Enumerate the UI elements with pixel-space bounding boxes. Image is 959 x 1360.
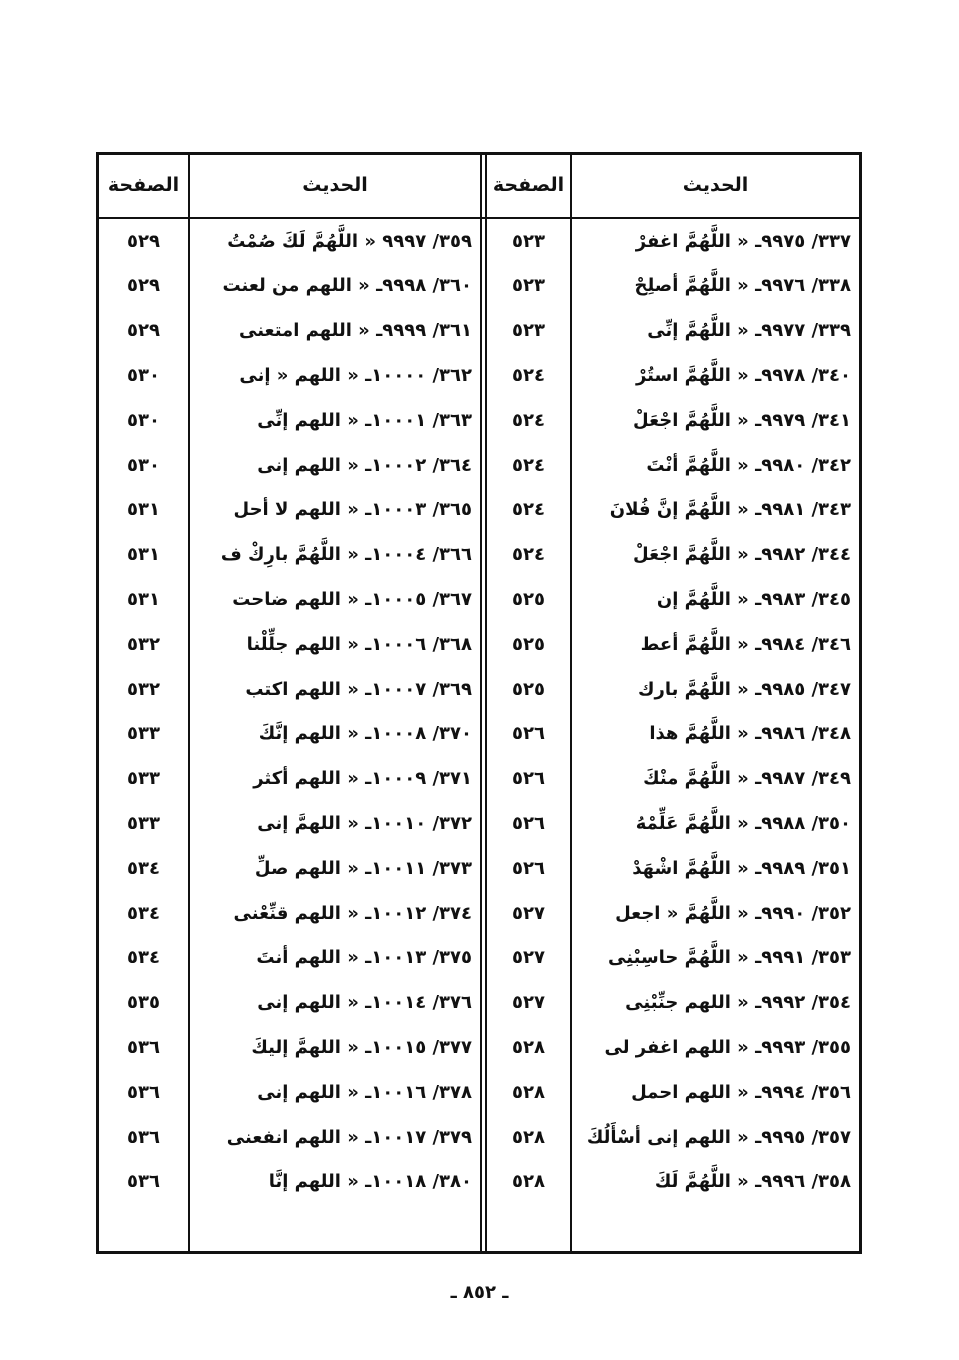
hadith-cell: ٣٦١/ ٩٩٩٩ـ « اللهم امتعنى (238, 320, 472, 342)
page-cell: ٥٢٩ (127, 275, 160, 297)
hadith-cell: ٣٧٥/ ١٠٠١٣ـ « اللهم أنتَ (256, 947, 472, 969)
hadith-cell: ٣٧٢/ ١٠٠١٠ـ « اللهمَّ إنى (257, 812, 472, 834)
table-row (99, 893, 859, 933)
hadith-cell: ٣٧٦/ ١٠٠١٤ـ « اللهم إنى (257, 992, 472, 1014)
hadith-cell: ٣٤٤/ ٩٩٨٢ـ « اللَّهُمَّ اجْعَلْ (633, 544, 851, 566)
table-row (99, 221, 859, 261)
page-cell: ٥٣٠ (127, 364, 160, 386)
page-cell: ٥٢٥ (512, 678, 545, 700)
page-cell: ٥٢٧ (512, 947, 545, 969)
hadith-index-table (96, 152, 862, 1254)
page-cell: ٥٢٤ (512, 364, 545, 386)
table-row (99, 803, 859, 843)
table-row (99, 714, 859, 754)
page-cell: ٥٢٧ (512, 902, 545, 924)
table-row (99, 311, 859, 351)
page-number: ـ ٨٥٢ ـ (450, 1282, 509, 1303)
hadith-cell: ٣٧٩/ ١٠٠١٧ـ « اللهم انفعنى (226, 1126, 472, 1148)
page-cell: ٥٣٤ (127, 902, 160, 924)
page-cell: ٥٢٣ (512, 275, 545, 297)
table-row (99, 355, 859, 395)
hadith-cell: ٣٤١/ ٩٩٧٩ـ « اللَّهُمَّ اجْعَلْ (633, 409, 851, 431)
header-hadith-right: الحديث (682, 174, 749, 196)
hadith-cell: ٣٦٠/ ٩٩٩٨ـ « اللهم من لعنت (222, 275, 472, 297)
hadith-cell: ٣٥٩/ ٩٩٩٧ « اللَّهُمَّ لَكَ صُمْتُ (227, 230, 472, 252)
table-row (99, 1117, 859, 1157)
header-page-left: الصفحة (107, 174, 180, 196)
hadith-cell: ٣٦٦/ ١٠٠٠٤ـ « اللَّهُمَّ بارِكْ ف (220, 544, 472, 566)
hadith-cell: ٣٤٥/ ٩٩٨٣ـ « اللَّهُمَّ إن (656, 588, 851, 610)
hadith-cell: ٣٤٢/ ٩٩٨٠ـ « اللَّهُمَّ أنْتَ (646, 454, 851, 476)
table-row (99, 1162, 859, 1202)
table-row (99, 983, 859, 1023)
header-hadith-left: الحديث (302, 174, 368, 196)
table-row (99, 1072, 859, 1112)
hadith-cell: ٣٦٢/ ١٠٠٠٠ـ « اللهم « إنى (239, 364, 472, 386)
hadith-cell: ٣٦٣/ ١٠٠٠١ـ « اللهم إنِّى (257, 409, 472, 431)
page-cell: ٥٢٦ (512, 723, 545, 745)
page-cell: ٥٢٦ (512, 768, 545, 790)
page-cell: ٥٢٧ (512, 992, 545, 1014)
table-row (99, 624, 859, 664)
page-cell: ٥٢٥ (512, 588, 545, 610)
hadith-cell: ٣٥٨/ ٩٩٩٦ـ « اللَّهُمَّ لَكَ (654, 1171, 851, 1193)
page-cell: ٥٣٢ (127, 678, 160, 700)
header-page-right: الصفحة (492, 174, 565, 196)
hadith-cell: ٣٦٨/ ١٠٠٠٦ـ « اللهم جلِّلْنا (246, 633, 472, 655)
hadith-cell: ٣٤٧/ ٩٩٨٥ـ « اللَّهُمَّ بارك (638, 678, 851, 700)
hadith-cell: ٣٧٣/ ١٠٠١١ـ « اللهم صلِّ (254, 857, 472, 879)
page-cell: ٥٣٣ (127, 723, 160, 745)
page-cell: ٥٣٣ (127, 812, 160, 834)
page-cell: ٥٣٤ (127, 947, 160, 969)
page-cell: ٥٢٣ (512, 230, 545, 252)
table-row (99, 535, 859, 575)
hadith-cell: ٣٦٤/ ١٠٠٠٢ـ « اللهم إنى (257, 454, 472, 476)
hadith-cell: ٣٤٣/ ٩٩٨١ـ « اللَّهُمَّ إنَّ فُلانَ (609, 499, 851, 521)
page-cell: ٥٢٦ (512, 812, 545, 834)
hadith-cell: ٣٥٢/ ٩٩٩٠ـ « اللَّهُمَّ « اجعل (615, 902, 851, 924)
hadith-cell: ٣٧٤/ ١٠٠١٢ـ « اللهم قنِّعْنى (233, 902, 472, 924)
page-cell: ٥٢٤ (512, 544, 545, 566)
hadith-cell: ٣٨٠/ ١٠٠١٨ـ « اللهم إنَّا (268, 1171, 472, 1193)
table-row (99, 266, 859, 306)
hadith-cell: ٣٧٠/ ١٠٠٠٨ـ « اللهم إنَّكَ (258, 723, 472, 745)
hadith-cell: ٣٤٦/ ٩٩٨٤ـ « اللَّهُمَّ أعط (640, 633, 851, 655)
table-row (99, 938, 859, 978)
page-cell: ٥٣٤ (127, 857, 160, 879)
page-cell: ٥٣٢ (127, 633, 160, 655)
page-cell: ٥٣٠ (127, 409, 160, 431)
page-cell: ٥٢٤ (512, 499, 545, 521)
hadith-cell: ٣٥٠/ ٩٩٨٨ـ « اللَّهُمَّ عَلِّمْهُ (635, 812, 851, 834)
page-cell: ٥٢٨ (512, 1081, 545, 1103)
table-row (99, 848, 859, 888)
page-cell: ٥٣٦ (127, 1126, 160, 1148)
hadith-cell: ٣٦٥/ ١٠٠٠٣ـ « اللهم لا أحل (233, 499, 472, 521)
table-row (99, 490, 859, 530)
hadith-cell: ٣٣٩/ ٩٩٧٧ـ « اللَّهُمَّ إنِّى (647, 320, 851, 342)
hadith-cell: ٣٥٣/ ٩٩٩١ـ « اللَّهُمَّ حاسِبْنِى (608, 947, 851, 969)
hadith-cell: ٣٥٧/ ٩٩٩٥ـ « اللهم إنى أسْأَلُكَ (586, 1126, 851, 1148)
hadith-cell: ٣٥٦/ ٩٩٩٤ـ « اللهم احمل (631, 1081, 851, 1103)
hadith-cell: ٣٧١/ ١٠٠٠٩ـ « اللهم أكثر (253, 768, 472, 790)
hadith-cell: ٣٦٩/ ١٠٠٠٧ـ « اللهم اكتب (245, 678, 472, 700)
hadith-cell: ٣٦٧/ ١٠٠٠٥ـ « اللهم ضاحت (232, 588, 472, 610)
hadith-cell: ٣٤٩/ ٩٩٨٧ـ « اللَّهُمَّ منْكَ (643, 768, 851, 790)
table-row (99, 759, 859, 799)
table-row (99, 445, 859, 485)
hadith-cell: ٣٣٧/ ٩٩٧٥ـ « اللَّهُمَّ اغفرْ (635, 230, 851, 252)
hadith-cell: ٣٣٨/ ٩٩٧٦ـ « اللَّهُمَّ أصلِحْ (634, 275, 851, 297)
page-cell: ٥٢٦ (512, 857, 545, 879)
page-cell: ٥٣١ (127, 544, 160, 566)
page-cell: ٥٣٦ (127, 1171, 160, 1193)
hadith-cell: ٣٤٠/ ٩٩٧٨ـ « اللَّهُمَّ استُرْ (635, 364, 851, 386)
page-cell: ٥٢٨ (512, 1036, 545, 1058)
hadith-cell: ٣٥١/ ٩٩٨٩ـ « اللَّهُمَّ اشْهَدْ (632, 857, 851, 879)
hadith-cell: ٣٧٨/ ١٠٠١٦ـ « اللهم إنى (257, 1081, 472, 1103)
page-cell: ٥٢٩ (127, 320, 160, 342)
page-cell: ٥٣١ (127, 588, 160, 610)
page-cell: ٥٣٦ (127, 1036, 160, 1058)
page-cell: ٥٣٥ (127, 992, 160, 1014)
page-cell: ٥٢٨ (512, 1171, 545, 1193)
page-cell: ٥٢٤ (512, 454, 545, 476)
hadith-cell: ٣٥٥/ ٩٩٩٣ـ « اللهم اغفر لى (604, 1036, 851, 1058)
page-cell: ٥٢٨ (512, 1126, 545, 1148)
page-cell: ٥٢٤ (512, 409, 545, 431)
page-cell: ٥٣٠ (127, 454, 160, 476)
page-cell: ٥٣٣ (127, 768, 160, 790)
table-row (99, 400, 859, 440)
hadith-cell: ٣٥٤/ ٩٩٩٢ـ « اللهم جنِّبْنِى (625, 992, 851, 1014)
page-cell: ٥٢٩ (127, 230, 160, 252)
page-cell: ٥٢٣ (512, 320, 545, 342)
table-row (99, 1027, 859, 1067)
table-row (99, 579, 859, 619)
page-cell: ٥٢٥ (512, 633, 545, 655)
table-row (99, 669, 859, 709)
page-cell: ٥٣١ (127, 499, 160, 521)
page-cell: ٥٣٦ (127, 1081, 160, 1103)
hadith-cell: ٣٧٧/ ١٠٠١٥ـ « اللهمَّ إليكَ (251, 1036, 472, 1058)
header-divider (99, 217, 859, 219)
hadith-cell: ٣٤٨/ ٩٩٨٦ـ « اللَّهُمَّ هذا (649, 723, 851, 745)
